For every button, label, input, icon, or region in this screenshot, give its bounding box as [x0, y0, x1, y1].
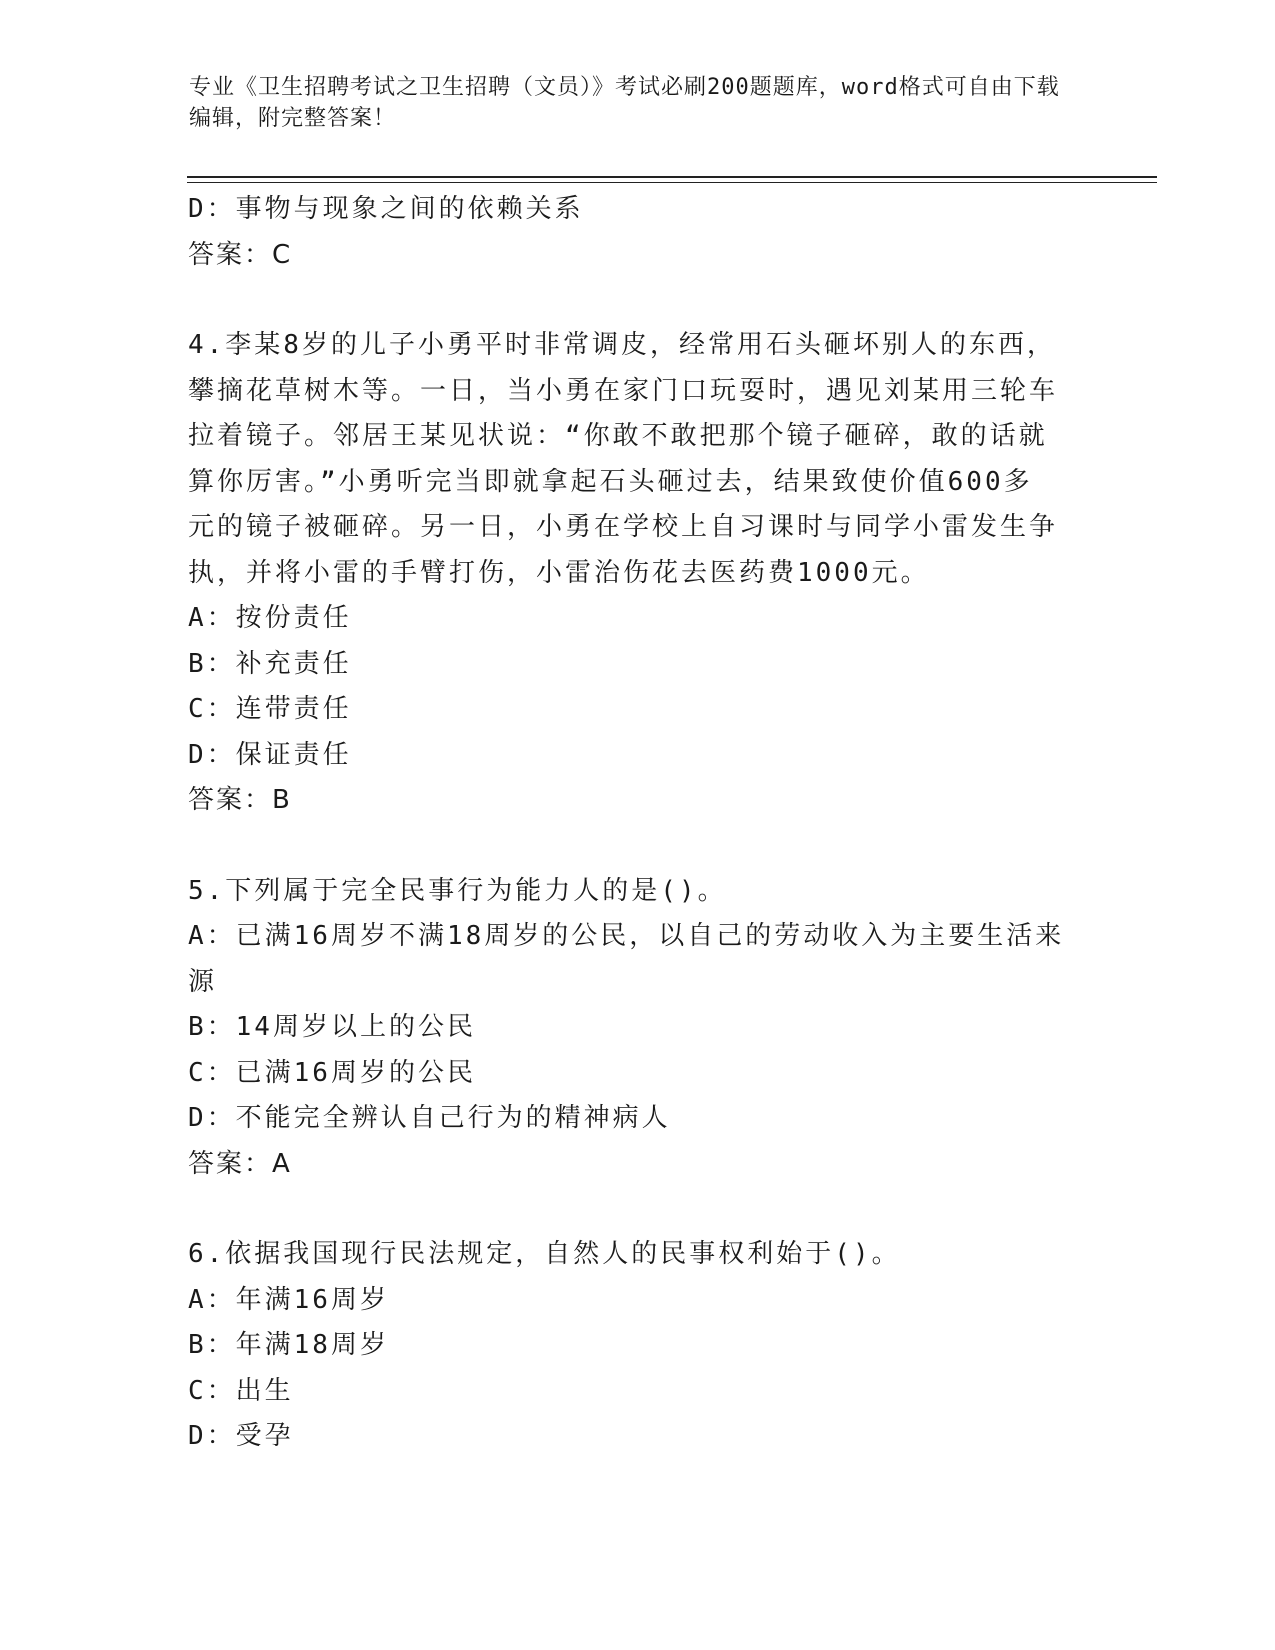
- question-5: [188, 869, 1078, 1188]
- option-a: A：按份责任: [188, 603, 352, 633]
- question-stem: 算你厉害。”小勇听完当即就拿起石头砸过去，结果致使价值600多: [188, 466, 1033, 497]
- spacer: [188, 824, 1078, 869]
- answer-label: 答案：B: [188, 785, 292, 815]
- option-d: D：保证责任: [188, 739, 352, 770]
- document-header: [189, 72, 1069, 134]
- answer-label: 答案：C: [188, 239, 293, 270]
- question-list: [188, 187, 1078, 1460]
- question-stem: 6.依据我国现行民法规定，自然人的民事权利始于()。: [188, 1239, 901, 1269]
- question-4: [188, 323, 1078, 824]
- option-d: D：受孕: [188, 1421, 294, 1451]
- header-divider-thick: [187, 176, 1157, 178]
- option-c: C：连带责任: [188, 694, 352, 724]
- question-stem: 攀摘花草树木等。一日，当小勇在家门口玩耍时，遇见刘某用三轮车: [188, 375, 1059, 406]
- question-stem: 4.李某8岁的儿子小勇平时非常调皮，经常用石头砸坏别人的东西，: [188, 330, 1056, 360]
- header-title: 专业《卫生招聘考试之卫生招聘（文员）》考试必刷200题题库，word格式可自由下载编辑，附完整答案！: [189, 75, 1060, 131]
- question-stem: 执，并将小雷的手臂打伤，小雷治伤花去医药费1000元。: [188, 557, 930, 588]
- answer-label: 答案：A: [188, 1148, 292, 1179]
- header-divider-thin: [187, 182, 1157, 183]
- option-a: A：年满16周岁: [188, 1284, 389, 1315]
- spacer: [188, 278, 1078, 323]
- option-b: B：补充责任: [188, 648, 352, 679]
- option-b: B：年满18周岁: [188, 1330, 389, 1360]
- option-d: D：事物与现象之间的依赖关系: [188, 194, 584, 224]
- option-a-continued: 源: [188, 966, 218, 997]
- question-stem: 5.下列属于完全民事行为能力人的是()。: [188, 875, 727, 906]
- option-b: B：14周岁以上的公民: [188, 1012, 476, 1042]
- option-c: C：已满16周岁的公民: [188, 1057, 476, 1088]
- option-d: D：不能完全辨认自己行为的精神病人: [188, 1103, 671, 1133]
- question-6: [188, 1232, 1078, 1460]
- question-stem: 元的镜子被砸碎。另一日，小勇在学校上自习课时与同学小雷发生争: [188, 512, 1059, 542]
- spacer: [188, 1187, 1078, 1232]
- option-c: C：出生: [188, 1375, 294, 1406]
- option-a: A：已满16周岁不满18周岁的公民，以自己的劳动收入为主要生活来: [188, 921, 1065, 951]
- question-stem: 拉着镜子。邻居王某见状说：“你敢不敢把那个镜子砸碎，敢的话就: [188, 421, 1048, 451]
- question-3: [188, 187, 1078, 278]
